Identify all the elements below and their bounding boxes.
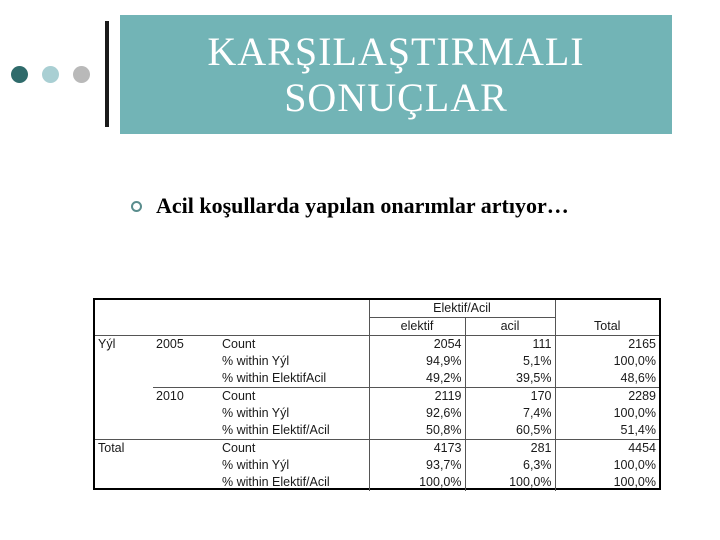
stat-label: Count	[222, 337, 256, 351]
title-box	[120, 15, 672, 134]
stat-label: Count	[222, 389, 256, 403]
cell-elektif: 93,7%	[369, 457, 465, 474]
cell-elektif: 2054	[369, 336, 465, 354]
col-header-elektif: elektif	[369, 318, 465, 336]
cell-elektif: 49,2%	[369, 370, 465, 388]
total-row-label: Total	[98, 441, 125, 455]
stat-label: Count	[222, 441, 256, 455]
stat-label: % within Yýl	[222, 458, 290, 472]
cell-total: 100,0%	[613, 406, 656, 420]
cell-acil: 39,5%	[465, 370, 555, 388]
cell-elektif: 50,8%	[369, 422, 465, 440]
cell-acil: 60,5%	[465, 422, 555, 440]
decor-vertical-bar	[105, 21, 109, 127]
decor-dot-light	[42, 66, 59, 83]
cell-elektif: 92,6%	[369, 405, 465, 422]
stat-label: % within Yýl	[222, 406, 290, 420]
cell-elektif: 94,9%	[369, 353, 465, 370]
bullet-text: Acil koşullarda yapılan onarımlar artıyor…	[156, 193, 569, 218]
col-header-acil: acil	[465, 318, 555, 336]
crosstab-table	[93, 298, 661, 490]
group-header: Elektif/Acil	[369, 300, 555, 318]
col-header-total: Total	[555, 318, 659, 336]
cell-acil: 281	[465, 440, 555, 458]
cell-total: 4454	[628, 441, 656, 455]
cell-acil: 6,3%	[465, 457, 555, 474]
cell-elektif: 4173	[369, 440, 465, 458]
cell-acil: 111	[465, 336, 555, 354]
stat-label: % within ElektifAcil	[219, 370, 369, 388]
stat-label: % within Elektif/Acil	[222, 475, 330, 489]
cell-acil: 100,0%	[465, 474, 555, 491]
cell-total: 51,4%	[555, 422, 659, 440]
decor-dot-gray	[73, 66, 90, 83]
bullet-ring-icon	[131, 201, 142, 212]
cell-elektif: 2119	[369, 388, 465, 406]
stat-label: % within Yýl	[222, 354, 290, 368]
title-line-2: SONUÇLAR	[284, 74, 508, 120]
row-var-label: Yýl	[98, 337, 116, 351]
year-label: 2010	[156, 389, 184, 403]
cell-acil: 170	[465, 388, 555, 406]
cell-total: 48,6%	[555, 370, 659, 388]
title-line-1: KARŞILAŞTIRMALI	[207, 28, 585, 74]
cell-elektif: 100,0%	[369, 474, 465, 491]
cell-total: 2289	[628, 389, 656, 403]
cell-acil: 5,1%	[465, 353, 555, 370]
stat-label: % within Elektif/Acil	[219, 422, 369, 440]
cell-total: 100,0%	[613, 475, 656, 489]
slide-title	[207, 29, 584, 121]
cell-acil: 7,4%	[465, 405, 555, 422]
cell-total: 100,0%	[613, 458, 656, 472]
decor-dot-dark	[11, 66, 28, 83]
cell-total: 2165	[628, 337, 656, 351]
cell-total: 100,0%	[613, 354, 656, 368]
year-label: 2005	[156, 337, 184, 351]
